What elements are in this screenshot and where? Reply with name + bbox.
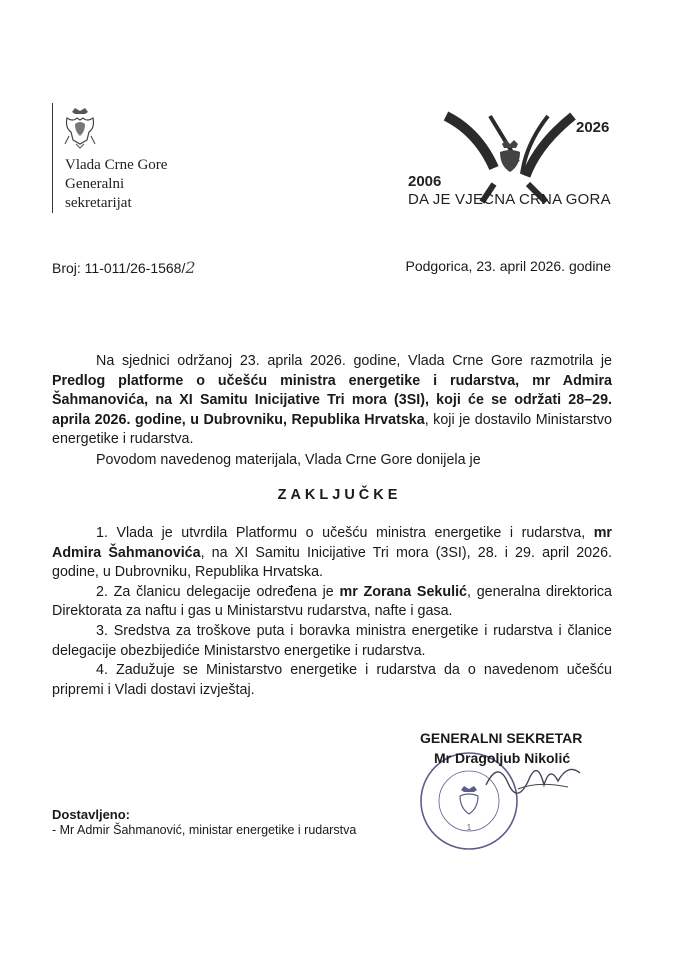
header-divider-line (52, 103, 53, 213)
conclusion-text: 1. Vlada je utvrdila Platformu o učešću ministra energetike i rudarstva, (96, 525, 594, 541)
logo-year-start: 2006 (408, 173, 442, 190)
signatory-name: Mr Dragoljub Nikolić (434, 750, 571, 766)
handwritten-signature (478, 755, 588, 795)
distribution-item: - Mr Admir Šahmanović, ministar energetike i rudarstva (52, 823, 357, 837)
reference-number-text: Broj: 11-011/26-1568/ (52, 260, 186, 276)
distribution-heading: Dostavljeno: (52, 807, 131, 822)
intro-text-1: Na sjednici održanoj 23. aprila 2026. godine, Vlada Crne Gore razmotrila je (96, 353, 612, 369)
institution-line: Vlada Crne Gore (65, 157, 168, 173)
conclusion-text-bold: mr Admira Šahmanovića (52, 525, 612, 561)
conclusion-item (52, 661, 612, 700)
intro-paragraph (52, 352, 612, 450)
svg-text:1: 1 (466, 823, 472, 832)
conclusion-text: 3. Sredstva za troškove puta i boravka ministra energetike i rudarstva i članice delegacije obezbijediće Ministarstvo energetike i rudarstva. (52, 622, 612, 659)
institution-line: sekretarijat (65, 195, 132, 211)
coat-of-arms-icon (63, 106, 97, 150)
institution-line: Generalni (65, 176, 125, 192)
conclusion-text: 2. Za članicu delegacije određena je (96, 583, 340, 600)
conclusions-heading: ZAKLJUČKE (277, 487, 402, 503)
conclusion-text: 4. Zadužuje se Ministarstvo energetike i rudarstva da o navedenom učešću pripremi i Vladi dostavi izvještaj. (52, 662, 612, 698)
reference-number (52, 258, 196, 277)
conclusion-item (52, 583, 612, 622)
logo-tagline: DA JE VJEČNA CRNA GORA (408, 191, 611, 208)
signatory-title: GENERALNI SEKRETAR (420, 730, 583, 746)
reference-handwritten-suffix: 2 (185, 258, 196, 277)
conclusion-text: , generalna direktorica Direktorata za naftu i gas u Ministarstvu rudarstva, nafte i gasa. (52, 583, 612, 620)
document-date: Podgorica, 23. april 2026. godine (405, 258, 611, 274)
conclusion-item (52, 622, 612, 661)
conclusion-text: , na XI Samitu Inicijative Tri mora (3SI), 28. i 29. april 2026. godine, u Dubrovniku, Republika Hrvatska. (52, 544, 612, 581)
conclusions-list (52, 524, 612, 700)
logo-year-end: 2026 (576, 119, 610, 136)
conclusion-item (52, 524, 612, 583)
intro-text-3: , koji je dostavilo Ministarstvo energetike i rudarstva. (52, 411, 612, 448)
institution-name (65, 156, 167, 213)
decision-intro: Povodom navedenog materijala, Vlada Crne Gore donijela je (96, 452, 481, 468)
conclusion-text-bold: mr Zorana Sekulić (339, 583, 467, 600)
intro-text-bold: Predlog platforme o učešću ministra energetike i rudarstva, mr Admira Šahmanovića, na XI Samitu Inicijative Tri mora (3SI), koji će se održati 28–29. aprila 2026. godine, u Dubrovniku, Republika Hrvatska (52, 372, 612, 428)
